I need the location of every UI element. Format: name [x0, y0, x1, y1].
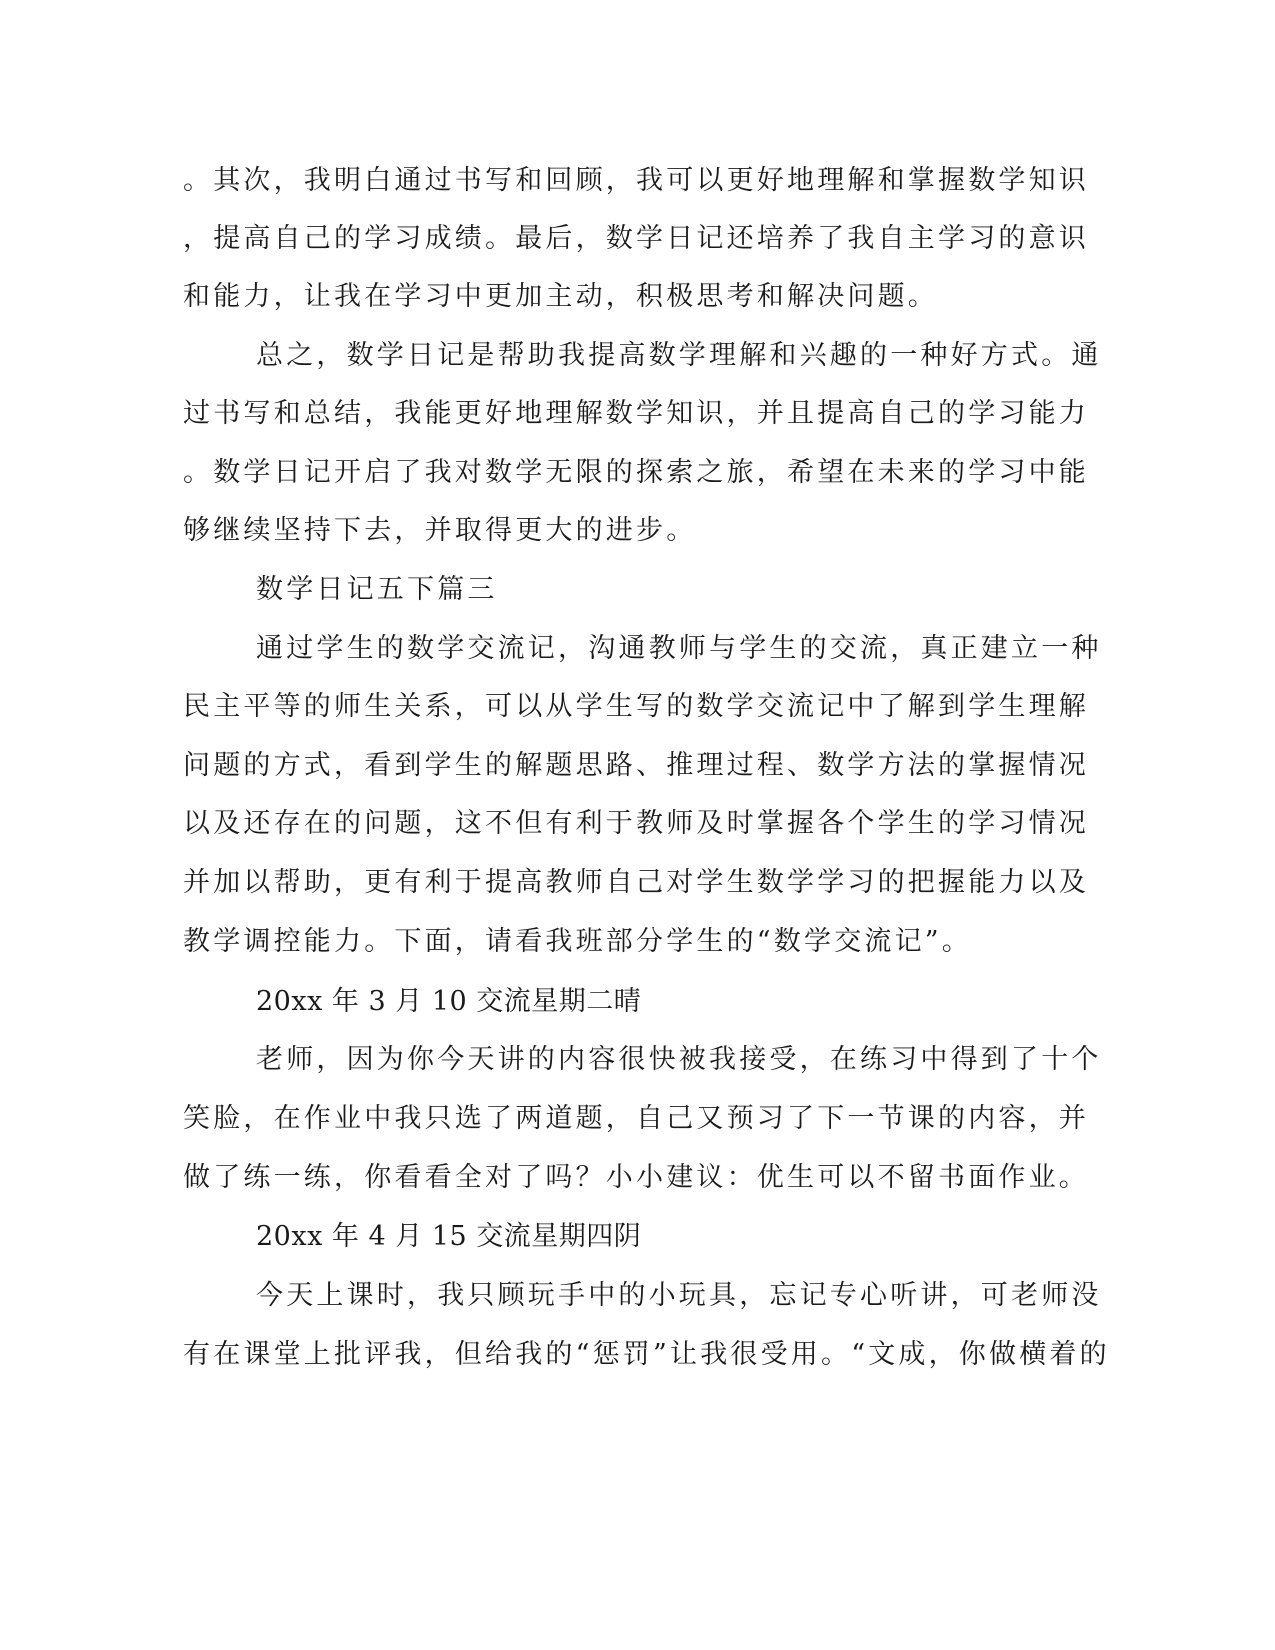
paragraph-1-line-3: 和能力，让我在学习中更加主动，积极思考和解决问题。: [183, 281, 938, 312]
paragraph-2-line-1: 总之，数学日记是帮助我提高数学理解和兴趣的一种好方式。通: [256, 340, 1102, 371]
paragraph-1-line-2: ，提高自己的学习成绩。最后，数学日记还培养了我自主学习的意识: [183, 223, 1089, 254]
paragraph-2-line-4: 够继续坚持下去，并取得更大的进步。: [183, 515, 697, 546]
section-heading: 数学日记五下篇三: [256, 574, 498, 605]
paragraph-2-line-2: 过书写和总结，我能更好地理解数学知识，并且提高自己的学习能力: [183, 398, 1089, 429]
entry-1-line-1: 老师，因为你今天讲的内容很快被我接受，在练习中得到了十个: [256, 1044, 1102, 1075]
entry-2-line-2: 有在课堂上批评我，但给我的“惩罚”让我很受用。“文成，你做横着的: [183, 1339, 1110, 1370]
paragraph-3-line-1: 通过学生的数学交流记，沟通教师与学生的交流，真正建立一种: [256, 633, 1102, 664]
paragraph-2-line-3: 。数学日记开启了我对数学无限的探索之旅，希望在未来的学习中能: [183, 457, 1089, 488]
entry-1-date: 20xx 年 3 月 10 交流星期二晴: [256, 986, 642, 1017]
entry-2-date: 20xx 年 4 月 15 交流星期四阴: [256, 1221, 642, 1252]
entry-1-line-3: 做了练一练，你看看全对了吗？小小建议：优生可以不留书面作业。: [183, 1162, 1089, 1193]
entry-1-line-2: 笑脸，在作业中我只选了两道题，自己又预习了下一节课的内容，并: [183, 1103, 1089, 1134]
paragraph-3-line-3: 问题的方式，看到学生的解题思路、推理过程、数学方法的掌握情况: [183, 750, 1089, 781]
entry-2-line-1: 今天上课时，我只顾玩手中的小玩具，忘记专心听讲，可老师没: [256, 1280, 1102, 1311]
paragraph-3-line-2: 民主平等的师生关系，可以从学生写的数学交流记中了解到学生理解: [183, 691, 1089, 722]
paragraph-3-line-4: 以及还存在的问题，这不但有利于教师及时掌握各个学生的学习情况: [183, 808, 1089, 839]
paragraph-1-line-1: 。其次，我明白通过书写和回顾，我可以更好地理解和掌握数学知识: [183, 165, 1089, 196]
paragraph-3-line-6: 教学调控能力。下面，请看我班部分学生的“数学交流记”。: [183, 926, 973, 957]
paragraph-3-line-5: 并加以帮助，更有利于提高教师自己对学生数学学习的把握能力以及: [183, 867, 1089, 898]
